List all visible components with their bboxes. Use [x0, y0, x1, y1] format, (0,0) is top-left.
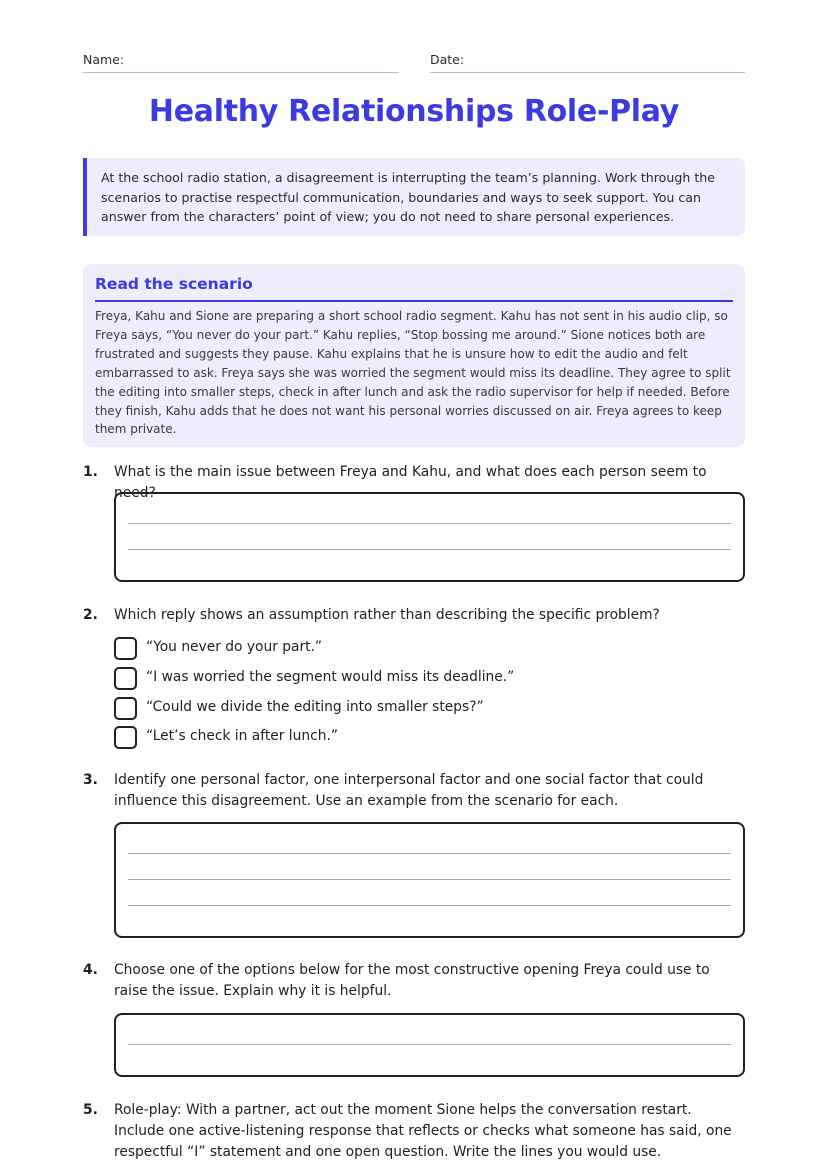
answer-box-4[interactable]: [114, 1013, 745, 1077]
answer-line: [128, 549, 731, 550]
option-label: “Could we divide the editing into smaller steps?”: [146, 699, 484, 715]
scenario-text: Freya, Kahu and Sione are preparing a short school radio segment. Kahu has not sent in his audio clip, so Freya says, “You never do your part.” Kahu replies, “Stop bossing me around.” Sione notices both are frustrated and suggests they pause. Kahu explains that he is unsure how to edit the audio and felt embarrassed to ask. Freya says she was worried the segment would miss its deadline. They agree to split the editing into smaller steps, check in after lunch and ask the radio supervisor for help if needed. Before they finish, Kahu adds that he does not want his personal worries discussed on air. Freya agrees to keep them private.: [95, 309, 731, 437]
scenario-panel: [83, 264, 745, 447]
checkbox[interactable]: [114, 637, 137, 660]
answer-box-1[interactable]: [114, 492, 745, 582]
answer-line: [128, 905, 731, 906]
answer-line: [128, 1044, 731, 1045]
date-label: Date:: [430, 52, 465, 67]
option-label: “You never do your part.”: [146, 639, 323, 655]
scenario-heading: Read the scenario: [95, 275, 733, 302]
question-1: [83, 462, 745, 501]
q2-option-4[interactable]: [114, 726, 714, 750]
q2-option-2[interactable]: [114, 667, 714, 691]
question-text: Identify one personal factor, one interpersonal factor and one social factor that could influence this disagreement. Use an example from the scenario for each.: [114, 772, 704, 809]
checkbox[interactable]: [114, 667, 137, 690]
name-label: Name:: [83, 52, 125, 67]
checkbox[interactable]: [114, 697, 137, 720]
question-5: [83, 1100, 745, 1166]
question-number: 3.: [83, 772, 98, 788]
question-text: Which reply shows an assumption rather than describing the specific problem?: [114, 607, 660, 623]
question-number: 4.: [83, 962, 98, 978]
question-3: [83, 770, 745, 814]
question-text: Role-play: With a partner, act out the moment Sione helps the conversation restart. Include one active-listening response that reflects or checks what someone has said, one respectful “I” statement and one open question. Write the lines you would use.: [114, 1102, 732, 1160]
answer-box-3[interactable]: [114, 822, 745, 938]
page-title: Healthy Relationships Role-Play: [148, 94, 680, 129]
q2-option-1[interactable]: [114, 637, 714, 661]
q2-option-3[interactable]: [114, 697, 714, 721]
question-text: What is the main issue between Freya and Kahu, and what does each person seem to need?: [114, 464, 707, 501]
date-field[interactable]: [430, 52, 745, 73]
student-info-row: [83, 52, 745, 74]
answer-line: [128, 523, 731, 524]
question-2: [83, 605, 745, 627]
question-text: Choose one of the options below for the most constructive opening Freya could use to raise the issue. Explain why it is helpful.: [114, 962, 710, 999]
question-number: 5.: [83, 1102, 98, 1118]
answer-line: [128, 879, 731, 880]
question-4: [83, 960, 745, 1004]
intro-callout: At the school radio station, a disagreement is interrupting the team’s planning. Work through the scenarios to practise respectful communication, boundaries and ways to seek support. You can answer from the characters’ point of view; you do not need to share personal experiences.: [83, 158, 745, 236]
question-number: 2.: [83, 607, 98, 623]
question-number: 1.: [83, 464, 98, 480]
checkbox[interactable]: [114, 726, 137, 749]
answer-line: [128, 853, 731, 854]
option-label: “Let’s check in after lunch.”: [146, 728, 338, 744]
name-field[interactable]: [83, 52, 399, 73]
option-label: “I was worried the segment would miss its deadline.”: [146, 669, 515, 685]
